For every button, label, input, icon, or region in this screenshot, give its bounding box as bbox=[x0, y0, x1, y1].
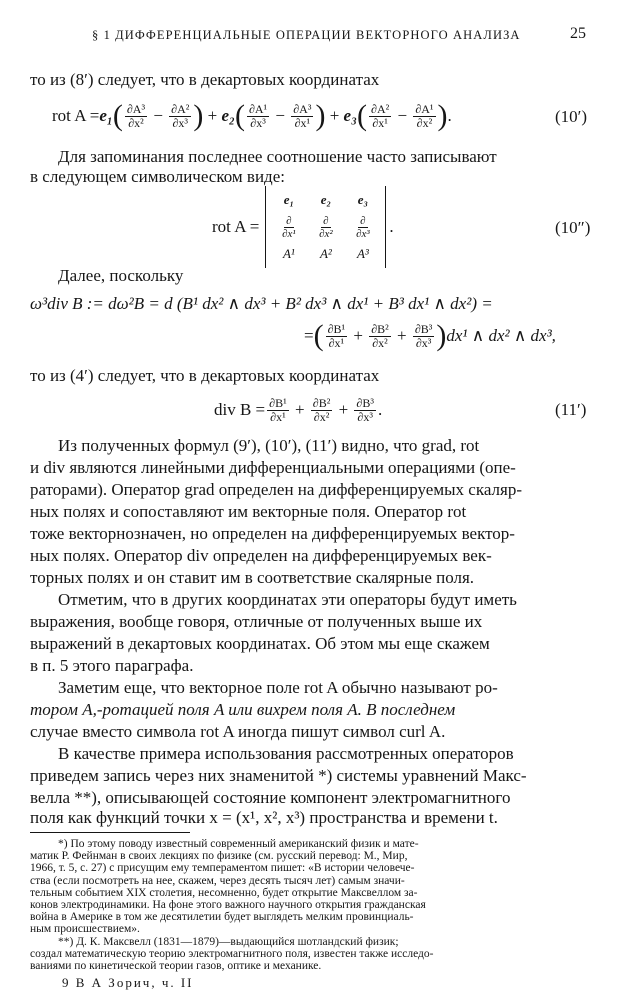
text-line: то из (4′) следует, что в декартовых координатах bbox=[30, 366, 380, 385]
text-line: выражений в декартовых координатах. Об этом мы еще скажем bbox=[30, 634, 490, 653]
equation-number: (10″) bbox=[555, 218, 591, 237]
frac-num: ∂A³ bbox=[293, 101, 312, 116]
frac-den: ∂x¹ bbox=[282, 227, 296, 240]
text-line: приведем запись через них знаменитой *) системы уравнений Макс- bbox=[30, 766, 527, 785]
frac-den: ∂x² bbox=[319, 227, 333, 240]
frac-den: ∂x¹ bbox=[270, 409, 286, 424]
frac-den: ∂x³ bbox=[357, 409, 373, 424]
footnote-rule bbox=[30, 832, 190, 833]
text-line: выражения, вообще говоря, отличные от полученных выше их bbox=[30, 612, 483, 631]
fraction bbox=[354, 397, 376, 424]
paren-right: ) bbox=[437, 99, 448, 132]
text-line: Для запоминания последнее соотношение часто записывают bbox=[58, 147, 497, 166]
fraction bbox=[369, 323, 391, 350]
det-cell: A² bbox=[319, 246, 332, 261]
text-line: в следующем символическом виде: bbox=[30, 167, 285, 186]
text-line: тором A,-ротацией поля A или вихрем поля A. В последнем bbox=[30, 700, 456, 719]
fraction bbox=[125, 103, 147, 130]
text-line: Из полученных формул (9′), (10′), (11′) видно, что grad, rot bbox=[58, 436, 480, 455]
footnote-line: ства (если посмотреть на нее, скажем, через десять тысяч лет) самым значи- bbox=[30, 874, 405, 887]
det-cell: e₃ bbox=[357, 192, 369, 207]
text-line: то из (8′) следует, что в декартовых координатах bbox=[30, 70, 380, 89]
frac-den: ∂x¹ bbox=[372, 115, 388, 130]
footnote-line: матик Р. Фейнман в своих лекциях по физике (см. русский перевод: М., Мир, bbox=[30, 850, 408, 863]
text-line: торных полях и он ставит им в соответствие скалярные поля. bbox=[30, 568, 475, 587]
frac-num: ∂B² bbox=[371, 321, 389, 336]
frac-den: ∂x³ bbox=[172, 115, 189, 130]
fraction bbox=[267, 397, 289, 424]
det-cell bbox=[307, 212, 344, 242]
frac-num: ∂A¹ bbox=[415, 101, 434, 116]
eq-basis-e2: e₂ bbox=[221, 106, 235, 125]
frac-num: ∂B¹ bbox=[269, 395, 287, 410]
frac-num: ∂B³ bbox=[356, 395, 374, 410]
fraction bbox=[413, 323, 435, 350]
fraction bbox=[291, 103, 313, 130]
frac-den: ∂x² bbox=[416, 115, 433, 130]
fraction bbox=[326, 323, 348, 350]
det-cell: A³ bbox=[356, 246, 369, 261]
eq-lhs: div B = bbox=[214, 400, 266, 419]
paren-left: ( bbox=[234, 99, 245, 132]
text-line: раторами). Оператор grad определен на дифференцируемых скаляр- bbox=[30, 480, 522, 499]
frac-den: ∂x¹ bbox=[328, 335, 345, 350]
det-cell: e₁ bbox=[283, 192, 295, 207]
paren-right: ) bbox=[315, 99, 326, 132]
fraction bbox=[169, 103, 191, 130]
frac-den: ∂x³ bbox=[415, 335, 432, 350]
determinant-matrix bbox=[265, 186, 386, 268]
eq-basis-e3: e₃ bbox=[343, 106, 358, 125]
eq-tail: dx¹ ∧ dx² ∧ dx³, bbox=[446, 326, 556, 345]
text-line: и div являются линейными дифференциальными операциями (опе- bbox=[30, 458, 516, 477]
text-line: поля как функций точки x = (x¹, x², x³) пространства и времени t. bbox=[30, 808, 498, 827]
equation-number: (10′) bbox=[555, 107, 588, 126]
eq-lhs: rot A = bbox=[212, 217, 260, 236]
fraction bbox=[247, 103, 269, 130]
frac-num: ∂A³ bbox=[126, 101, 146, 116]
eq-basis-e1: e₁ bbox=[99, 106, 113, 125]
footnote-line: 1966, т. 5, с. 27) с присущим ему темпераментом пишет: «В истории человече- bbox=[30, 862, 415, 875]
det-cell: A¹ bbox=[282, 246, 295, 261]
frac-num: ∂B³ bbox=[414, 321, 433, 336]
footnote-line: ваниями по кинетической теории газов, оптике и механике. bbox=[30, 960, 322, 972]
text-line: случае вместо символа rot A иногда пишут символ curl A. bbox=[30, 722, 446, 741]
page-footer-signature: 9 В А Зорич, ч. II bbox=[62, 975, 194, 990]
footnote-line: **) Д. К. Максвелл (1831—1879)—выдающийся шотландский физик; bbox=[58, 935, 399, 948]
frac-num: ∂A¹ bbox=[248, 101, 268, 116]
equation-10-double-prime: rot A = e₁ e₂ e₃ ∂ ∂x¹ ∂ ∂x² ∂ ∂x³ A¹ A² A³ . bbox=[212, 186, 394, 268]
paren-left: ( bbox=[112, 99, 123, 132]
paren-left: ( bbox=[357, 99, 368, 132]
text-line: Заметим еще, что векторное поле rot A обычно называют ро- bbox=[58, 678, 498, 697]
frac-den: ∂x² bbox=[128, 115, 144, 130]
running-header: § 1 ДИФФЕРЕНЦИАЛЬНЫЕ ОПЕРАЦИИ ВЕКТОРНОГО АНАЛИЗА bbox=[92, 28, 521, 42]
det-cell bbox=[270, 212, 307, 242]
frac-num: ∂ bbox=[323, 214, 329, 227]
frac-den: ∂x² bbox=[313, 409, 330, 424]
frac-num: ∂B¹ bbox=[327, 321, 346, 336]
text-line: Отметим, что в других координатах эти операторы будут иметь bbox=[58, 590, 517, 609]
text-line: ных полях. Оператор div определен на дифференцируемых век- bbox=[30, 546, 492, 565]
paren-right: ) bbox=[193, 99, 204, 132]
fraction bbox=[413, 103, 435, 130]
equation-10-prime: rot A = e₁ ( $\frac{\text{∂A³}}{\text{∂x²}}$ − $\frac{\text{∂A²}}{\text{∂x³}}$ ) + e₂ ( $\frac{\text{∂A¹}}{\text{∂x³}}$ − $\frac{\text{∂A³}}{\text{∂x¹}}$ ) + e₃ ( $\frac{\text{∂A²}}{\text{∂x¹}}$ − $\frac{\text{∂A¹}}{\text{∂x²}}$ ) . bbox=[52, 99, 452, 132]
det-cell: e₂ bbox=[320, 192, 332, 207]
footnote-line: ным происшествием». bbox=[30, 923, 140, 936]
frac-den: ∂x³ bbox=[356, 227, 370, 240]
text-line: Далее, поскольку bbox=[58, 266, 184, 285]
equation-number: (11′) bbox=[555, 400, 587, 419]
footnote-line: создал математическую теорию электромагнитного поля, известен также исследо- bbox=[30, 947, 434, 960]
fraction bbox=[311, 397, 333, 424]
frac-den: ∂x³ bbox=[250, 115, 266, 130]
text-line: в п. 5 этого параграфа. bbox=[30, 656, 194, 675]
frac-num: ∂B² bbox=[312, 395, 331, 410]
frac-num: ∂A² bbox=[371, 101, 390, 116]
fraction bbox=[369, 103, 391, 130]
eq-sign: = bbox=[304, 326, 314, 345]
eq-lhs: rot A = bbox=[52, 106, 100, 125]
text-line: велла **), описывающей состояние компонент электромагнитного bbox=[30, 788, 511, 807]
equation-omega-line2: = ( $\frac{\text{∂B¹}}{\text{∂x¹}}$ + $\frac{\text{∂B²}}{\text{∂x²}}$ + $\frac{\text{∂B³}}{\text{∂x³}}$ ) dx¹ ∧ dx² ∧ dx³, bbox=[304, 319, 556, 352]
equation-11-prime: div B = $\frac{\text{∂B¹}}{\text{∂x¹}}$ + $\frac{\text{∂B²}}{\text{∂x²}}$ + $\frac{\text{∂B³}}{\text{∂x³}}$ . bbox=[214, 395, 383, 424]
footnote-line: конов электродинамики. На фоне этого важного научного открытия гражданская bbox=[30, 899, 426, 911]
footnote-line: *) По этому поводу известный современный американский физик и мате- bbox=[58, 838, 419, 850]
paren-left: ( bbox=[313, 319, 324, 352]
page-number: 25 bbox=[570, 25, 586, 42]
text-line: тоже векторнозначен, но определен на дифференцируемых вектор- bbox=[30, 524, 515, 543]
frac-num: ∂ bbox=[360, 214, 366, 227]
frac-num: ∂ bbox=[286, 214, 292, 227]
text-line: В качестве примера использования рассмотренных операторов bbox=[58, 744, 514, 763]
footnote-line: война в Америке в том же десятилетии будет выглядеть мелким провинциаль- bbox=[30, 911, 414, 924]
text-line: ных полях и сопоставляют им векторные поля. Оператор rot bbox=[30, 502, 467, 521]
paren-right: ) bbox=[436, 319, 447, 352]
frac-num: ∂A² bbox=[171, 101, 190, 116]
frac-den: ∂x² bbox=[372, 335, 388, 350]
det-cell bbox=[344, 212, 381, 242]
equation-omega-line1: ω³div B := dω²B = d (B¹ dx² ∧ dx³ + B² dx³ ∧ dx¹ + B³ dx¹ ∧ dx²) = bbox=[30, 294, 493, 313]
footnote-line: тельным событием XIX столетия, несомненно, будет открытие Максвеллом за- bbox=[30, 886, 418, 899]
frac-den: ∂x¹ bbox=[294, 115, 311, 130]
